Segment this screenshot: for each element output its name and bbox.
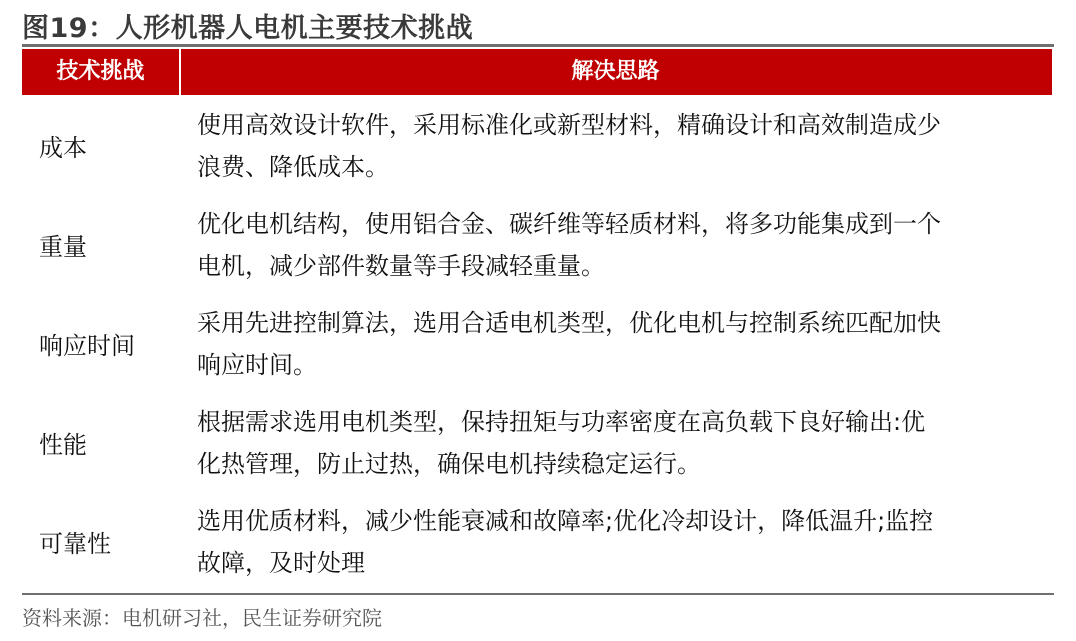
solution-line: 选用优质材料，减少性能衰减和故障率;优化冷却设计，降低温升;监控 (197, 507, 934, 535)
table-row (22, 99, 1052, 198)
header-challenge: 技术挑战 (56, 59, 145, 84)
solution-cell (197, 401, 1047, 485)
solution-line: 电机，减少部件数量等手段减轻重量。 (197, 252, 605, 280)
solution-cell (197, 302, 1047, 386)
solution-line: 故障，及时处理 (197, 549, 365, 577)
solution-line: 根据需求选用电机类型，保持扭矩与功率密度在高负载下良好输出:优 (197, 408, 926, 436)
table-row (22, 396, 1052, 495)
header-solution: 解决思路 (571, 59, 660, 84)
solution-line: 响应时间。 (197, 351, 317, 379)
source-note: 资料来源：电机研习社，民生证券研究院 (22, 606, 382, 630)
title-divider (22, 44, 1054, 47)
solution-line: 优化电机结构，使用铝合金、碳纤维等轻质材料，将多功能集成到一个 (197, 210, 941, 238)
challenge-cell: 性能 (39, 431, 87, 459)
challenge-cell: 成本 (39, 134, 87, 162)
solution-line: 采用先进控制算法，选用合适电机类型，优化电机与控制系统匹配加快 (197, 309, 941, 337)
challenge-cell: 重量 (39, 233, 87, 261)
solution-line: 浪费、降低成本。 (197, 153, 389, 181)
table-row (22, 297, 1052, 396)
table-row (22, 495, 1052, 594)
solution-cell (197, 104, 1047, 188)
figure-title: 图19：人形机器人电机主要技术挑战 (22, 13, 474, 44)
solution-line: 使用高效设计软件，采用标准化或新型材料，精确设计和高效制造成少 (197, 111, 941, 139)
table-header (22, 49, 1052, 95)
challenge-cell: 可靠性 (39, 530, 111, 558)
table-row (22, 198, 1052, 297)
solution-line: 化热管理，防止过热，确保电机持续稳定运行。 (197, 450, 701, 478)
table-bottom-rule (22, 593, 1054, 595)
solution-cell (197, 500, 1047, 584)
solution-cell (197, 203, 1047, 287)
challenge-cell: 响应时间 (39, 332, 135, 360)
